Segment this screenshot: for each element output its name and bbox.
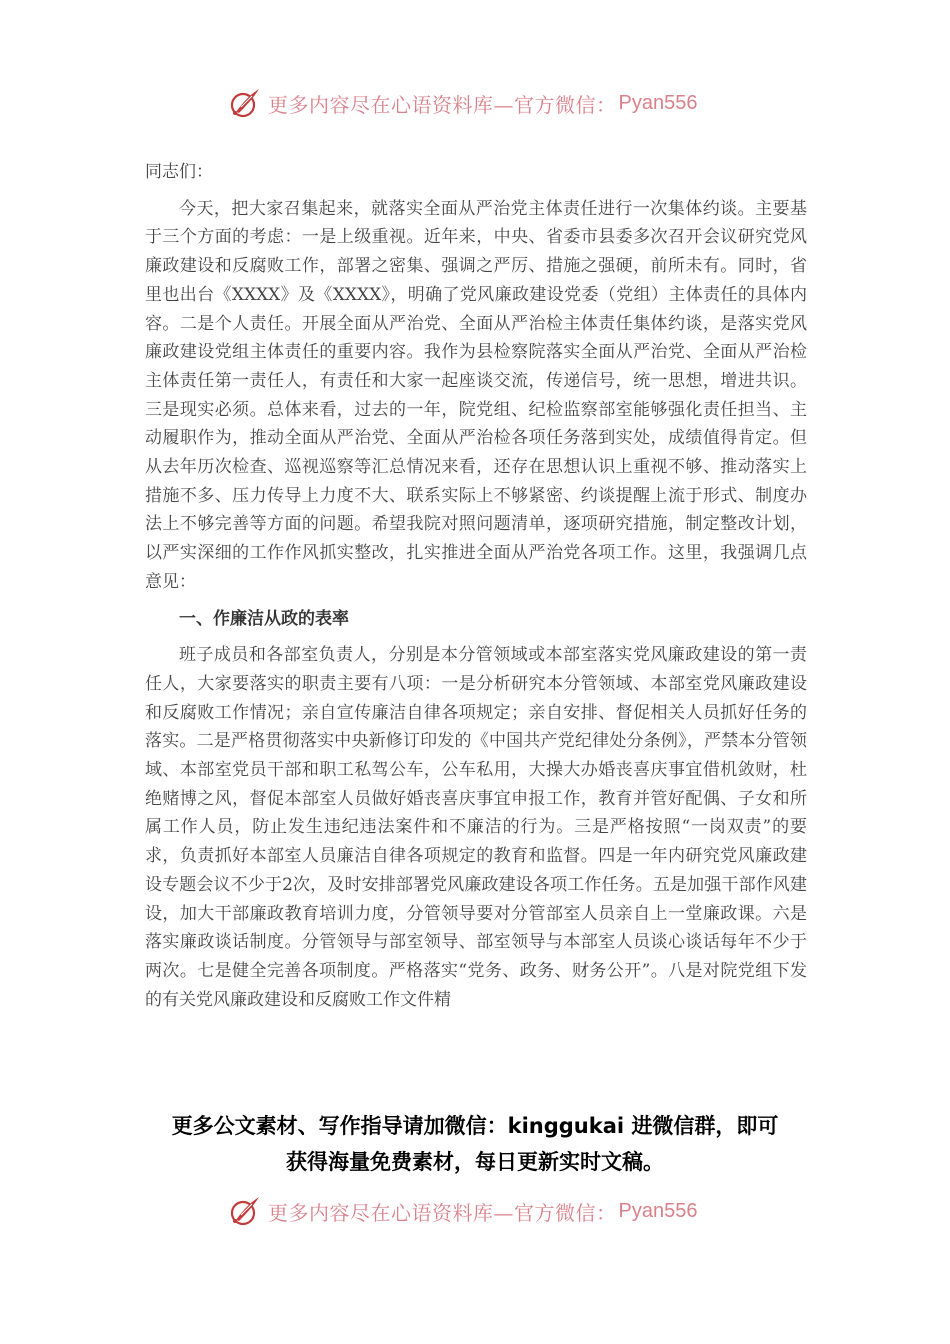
watermark-wechat-id: Pyan556 [618, 1199, 698, 1222]
quill-logo-icon [228, 86, 262, 120]
promo-banner [100, 1108, 850, 1180]
intro-paragraph: 今天，把大家召集起来，就落实全面从严治党主体责任进行一次集体约谈。主要基于三个方面的考虑：一是上级重视。近年来，中央、省委市县委多次召开会议研究党风廉政建设和反腐败工作，部署之密集、强调之严厉、措施之强硬，前所未有。同时，省里也出台《XXXX》及《XXXX》，明确了党风廉政建设党委（党组）主体责任的具体内容。二是个人责任。开展全面从严治党、全面从严治检主体责任集体约谈，是落实党风廉政建设党组主体责任的重要内容。我作为县检察院落实全面从严治党、全面从严治检主体责任第一责任人，有责任和大家一起座谈交流，传递信号，统一思想，增进共识。三是现实必须。总体来看，过去的一年，院党组、纪检监察部室能够强化责任担当、主动履职作为，推动全面从严治党、全面从严治检各项任务落到实处，成绩值得肯定。但从去年历次检查、巡视巡察等汇总情况来看，还存在思想认识上重视不够、推动落实上措施不多、压力传导上力度不大、联系实际上不够紧密、约谈提醒上流于形式、制度办法上不够完善等方面的问题。希望我院对照问题清单，逐项研究措施，制定整改计划，以严实深细的工作作风抓实整改，扎实推进全面从严治党各项工作。这里，我强调几点意见： [145, 198, 807, 592]
salutation: 同志们： [145, 162, 213, 182]
quill-logo-icon [228, 1194, 262, 1228]
promo-line-2: 获得海量免费素材，每日更新实时文稿。 [286, 1150, 664, 1174]
watermark-header [228, 86, 728, 120]
document-body [145, 158, 807, 1014]
section-paragraph: 班子成员和各部室负责人，分别是本分管领域或本部室落实党风廉政建设的第一责任人，大家要落实的职责主要有八项：一是分析研究本分管领域、本部室党风廉政建设和反腐败工作情况；亲自宣传廉洁自律各项规定；亲自安排、督促相关人员抓好任务的落实。二是严格贯彻落实中央新修订印发的《中国共产党纪律处分条例》，严禁本分管领域、本部室党员干部和职工私驾公车，公车私用，大操大办婚丧喜庆事宜借机敛财，杜绝赌博之风，督促本部室人员做好婚丧喜庆事宜申报工作，教育并管好配偶、子女和所属工作人员，防止发生违纪违法案件和不廉洁的行为。三是严格按照“一岗双责”的要求，负责抓好本部室人员廉洁自律各项规定的教育和监督。四是一年内研究党风廉政建设专题会议不少于2次，及时安排部署党风廉政建设各项工作任务。五是加强干部作风建设，加大干部廉政教育培训力度，分管领导要对分管部室人员亲自上一堂廉政课。六是落实廉政谈话制度。分管领导与部室领导、部室领导与本部室人员谈心谈话每年不少于两次。七是健全完善各项制度。严格落实“党务、政务、财务公开”。八是对院党组下发的有关党风廉政建设和反腐败工作文件精 [145, 645, 807, 1010]
section-heading: 一、作廉洁从政的表率 [179, 608, 349, 629]
watermark-footer [228, 1194, 728, 1228]
watermark-text: 更多内容尽在心语资料库—官方微信： [268, 92, 617, 117]
watermark-wechat-id: Pyan556 [618, 91, 698, 114]
watermark-text: 更多内容尽在心语资料库—官方微信： [268, 1200, 617, 1225]
promo-line-1: 更多公文素材、写作指导请加微信：kinggukai 进微信群，即可 [171, 1114, 779, 1138]
